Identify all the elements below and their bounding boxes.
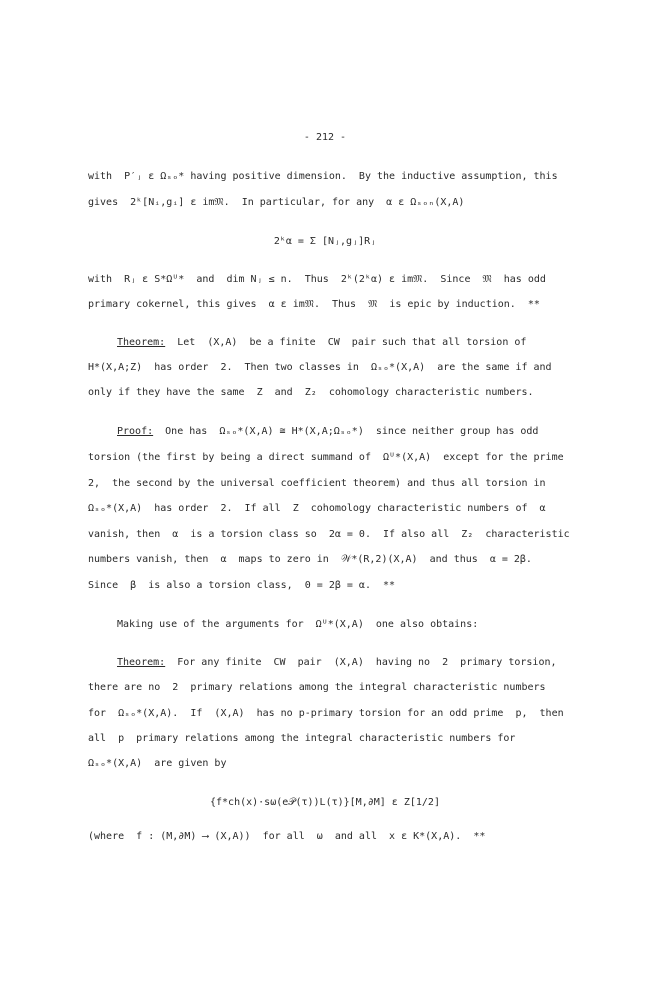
text-line: numbers vanish, then α maps to zero in 𝒲*(R,2)(X,A) and thus α = 2β. [88, 554, 532, 565]
text-line: with Rⱼ ε S*Ωᵁ* and dim Nⱼ ≤ n. Thus 2ᵏ(2ᵏα) ε im𝔐. Since 𝔐 has odd [88, 274, 546, 285]
theorem-paragraph-first-line [117, 336, 526, 350]
text-line: for Ωₛₒ*(X,A). If (X,A) has no p-primary torsion for an odd prime p, then [88, 708, 564, 719]
text-line: with P′ⱼ ε Ωₛₒ* having positive dimension. By the inductive assumption, this [88, 171, 558, 182]
theorem-heading: Theorem: [117, 337, 166, 348]
text-line: Ωₛₒ*(X,A) are given by [88, 758, 227, 769]
theorem-paragraph-first-line [117, 656, 557, 670]
display-formula: {f*ch(x)·sω(e𝒫(τ))L(τ)}[M,∂M] ε Z[1/2] [210, 797, 440, 808]
theorem-heading: Theorem: [117, 657, 166, 668]
text-line: Making use of the arguments for Ωᵁ*(X,A) one also obtains: [117, 619, 479, 630]
proof-heading: Proof: [117, 426, 154, 437]
proof-paragraph-first-line [117, 425, 538, 439]
text-line: all p primary relations among the integral characteristic numbers for [88, 733, 516, 744]
text-span: One has Ωₛₒ*(X,A) ≅ H*(X,A;Ωₛₒ*) since neither group has odd [153, 426, 539, 437]
text-line: Since β is also a torsion class, 0 = 2β = α. ** [88, 580, 396, 591]
display-equation: 2ᵏα = Σ [Nⱼ,gⱼ]Rⱼ [273, 236, 377, 247]
text-line: primary cokernel, this gives α ε im𝔐. Thus 𝔐 is epic by induction. ** [88, 299, 540, 310]
text-line: Ωₛₒ*(X,A) has order 2. If all Z cohomology characteristic numbers of α [88, 503, 546, 514]
text-line: 2, the second by the universal coefficient theorem) and thus all torsion in [88, 478, 546, 489]
text-line: only if they have the same Z and Z₂ cohomology characteristic numbers. [88, 387, 534, 398]
text-span: For any finite CW pair (X,A) having no 2 primary torsion, [165, 657, 557, 668]
text-line: torsion (the first by being a direct summand of Ωᵁ*(X,A) except for the prime [88, 452, 564, 463]
text-line: vanish, then α is a torsion class so 2α = 0. If also all Z₂ characteristic [88, 529, 570, 540]
page-number: - 212 - [303, 132, 347, 143]
text-line: (where f : (M,∂M) ⟶ (X,A)) for all ω and all x ε K*(X,A). ** [88, 831, 486, 842]
text-line: gives 2ᵏ[Nᵢ,gᵢ] ε im𝔐. In particular, for any α ε Ωₛₒₙ(X,A) [88, 197, 465, 208]
text-span: Let (X,A) be a finite CW pair such that all torsion of [165, 337, 527, 348]
text-line: H*(X,A;Z) has order 2. Then two classes in Ωₛₒ*(X,A) are the same if and [88, 362, 552, 373]
text-line: there are no 2 primary relations among the integral characteristic numbers [88, 682, 546, 693]
